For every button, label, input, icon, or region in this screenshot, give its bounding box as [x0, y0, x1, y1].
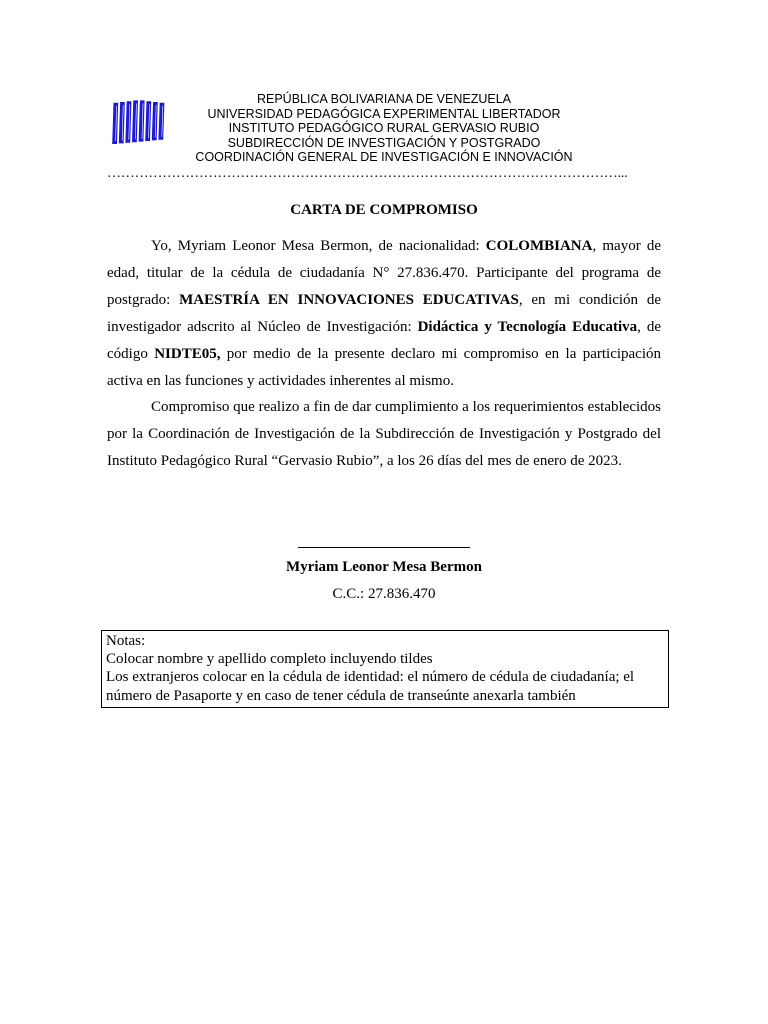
notes-line-2: Los extranjeros colocar en la cédula de identidad: el número de cédula de ciudadanía; el número de Pasaporte y en caso de tener cédula de transeúnte anexarla también [106, 669, 635, 704]
header-line-university: UNIVERSIDAD PEDAGÓGICA EXPERIMENTAL LIBERTADOR [207, 106, 561, 121]
declaration-text-1: Yo, Myriam Leonor Mesa Bermon, de nacionalidad: [151, 238, 486, 254]
declaration-text-5: por medio de la presente declaro mi compromiso en la participación activa en las funciones y actividades inherentes al mismo. [107, 345, 662, 389]
header-line-subdirection: SUBDIRECCIÓN DE INVESTIGACIÓN Y POSTGRADO [227, 135, 541, 150]
nucleus-value: Didáctica y Tecnología Educativa [417, 318, 638, 335]
signature-line [298, 547, 470, 548]
program-value: MAESTRÍA EN INNOVACIONES EDUCATIVAS [179, 291, 519, 308]
declaration-text-4: , de código [107, 318, 661, 362]
code-value: NIDTE05, [154, 345, 221, 362]
signatory-id: C.C.: 27.836.470 [332, 586, 436, 602]
notes-line-1: Colocar nombre y apellido completo incluyendo tildes [106, 651, 433, 668]
declaration-text-2: , mayor de edad, titular de la cédula de ciudadanía N° 27.836.470. Participante del programa de postgrado: [107, 238, 661, 308]
document-title: CARTA DE COMPROMISO [290, 202, 478, 218]
notes-box [101, 630, 669, 708]
institution-header [0, 92, 768, 165]
header-separator: …………………………………………………………………………………………………... [107, 166, 628, 181]
header-line-country: REPÚBLICA BOLIVARIANA DE VENEZUELA [256, 92, 512, 106]
header-line-institute: INSTITUTO PEDAGÓGICO RURAL GERVASIO RUBIO [228, 121, 540, 136]
nationality-value: COLOMBIANA [485, 238, 593, 254]
paragraph-commitment: Compromiso que realizo a fin de dar cumplimiento a los requerimientos establecidos por la Coordinación de Investigación de la Subdirección de Investigación y Postgrado del Instituto Pedagógico Rural “Gervasio Rubio”, a los 26 días del mes de enero de 2023. [107, 399, 661, 470]
header-line-coordination: COORDINACIÓN GENERAL DE INVESTIGACIÓN E INNOVACIÓN [195, 150, 573, 165]
signatory-name: Myriam Leonor Mesa Bermon [286, 559, 482, 575]
declaration-text-3: , en mi condición de investigador adscrito al Núcleo de Investigación: [107, 291, 661, 335]
document-body [107, 233, 661, 475]
paragraph-declaration [107, 233, 661, 394]
notes-heading: Notas: [106, 633, 146, 649]
